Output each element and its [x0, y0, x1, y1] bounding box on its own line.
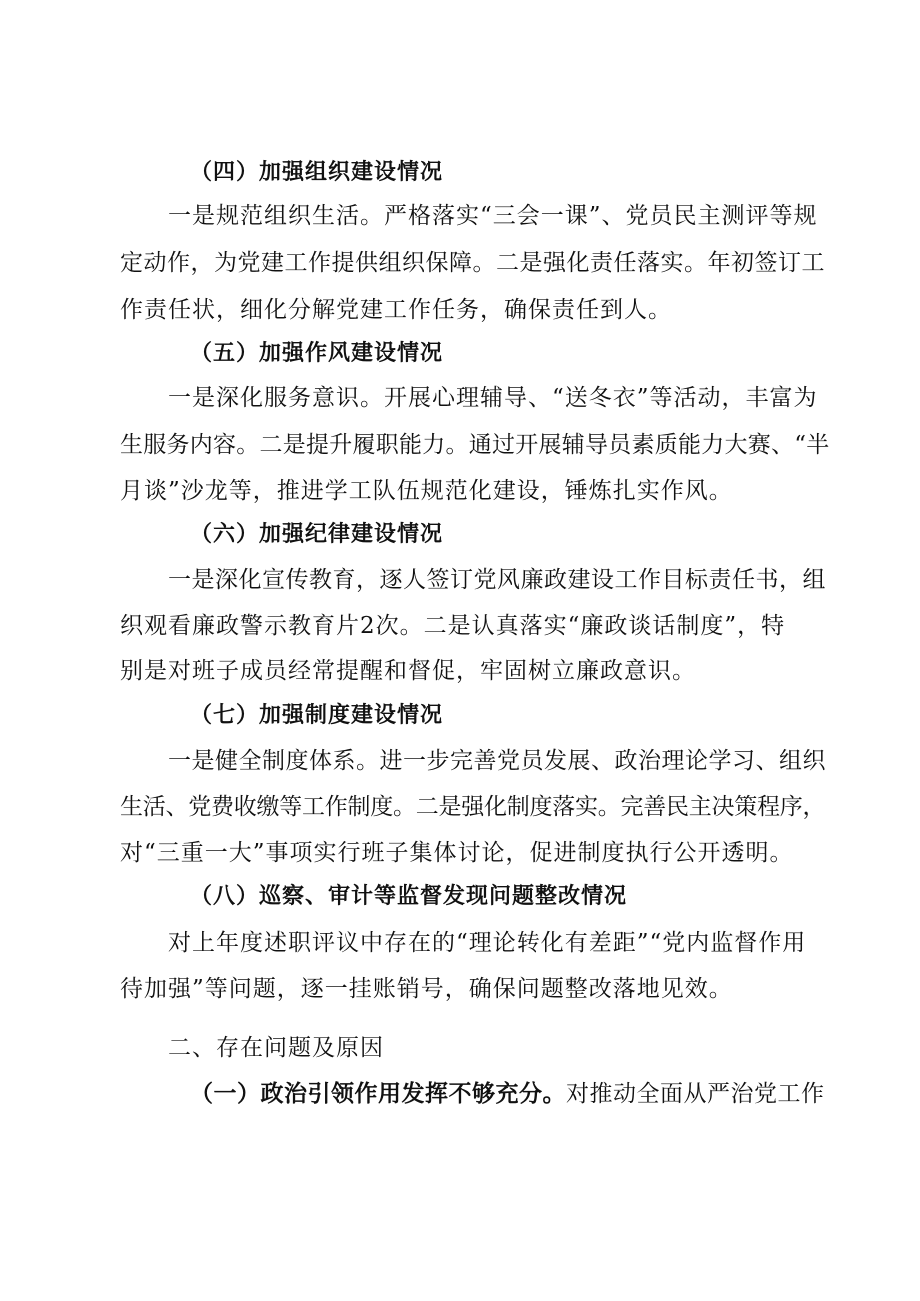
paragraph-line: 一是深化服务意识。开展心理辅导、“送冬衣”等活动，丰富为: [168, 385, 818, 411]
paragraph-line: 作责任状，细化分解党建工作任务，确保责任到人。: [120, 297, 672, 323]
item-1-lead: （一）政治引领作用发挥不够充分。: [190, 1081, 566, 1107]
paragraph-line: 别是对班子成员经常提醒和督促，牢固树立廉政意识。: [120, 658, 696, 684]
section-heading-7: （七）加强制度建设情况: [190, 703, 444, 728]
paragraph-line: 对上年度述职评议中存在的“理论转化有差距”“党内监督作用: [168, 930, 807, 956]
paragraph-line: 生活、党费收缴等工作制度。二是强化制度落实。完善民主决策程序，: [120, 794, 826, 820]
section-heading-4: （四）加强组织建设情况: [190, 160, 444, 185]
paragraph-line: 定动作，为党建工作提供组织保障。二是强化责任落实。年初签订工: [120, 250, 825, 276]
section-heading-8: （八）巡察、审计等监督发现问题整改情况: [190, 884, 628, 909]
paragraph-line: 织观看廉政警示教育片2次。二是认真落实“廉政谈话制度”，特: [120, 613, 786, 639]
section-heading-6: （六）加强纪律建设情况: [190, 522, 444, 547]
section-heading-5: （五）加强作风建设情况: [190, 341, 444, 366]
paragraph-line: 对“三重一大”事项实行班子集体讨论，促进制度执行公开透明。: [120, 840, 794, 866]
paragraph-line: 一是深化宣传教育，逐人签订党风廉政建设工作目标责任书，组: [168, 567, 826, 593]
part-two-item-1: [190, 1079, 825, 1109]
paragraph-line: 一是规范组织生活。严格落实“三会一课”、党员民主测评等规: [168, 203, 818, 229]
paragraph-line: 月谈”沙龙等，推进学工队伍规范化建设，锤炼扎实作风。: [120, 478, 733, 504]
paragraph-line: 一是健全制度体系。进一步完善党员发展、政治理论学习、组织: [168, 748, 826, 774]
item-1-text: 对推动全面从严治党工作: [566, 1081, 825, 1107]
part-two-title: 二、存在问题及原因: [168, 1035, 384, 1061]
paragraph-line: 生服务内容。二是提升履职能力。通过开展辅导员素质能力大赛、“半: [120, 432, 830, 458]
paragraph-line: 待加强”等问题，逐一挂账销号，确保问题整改落地见效。: [120, 976, 733, 1002]
